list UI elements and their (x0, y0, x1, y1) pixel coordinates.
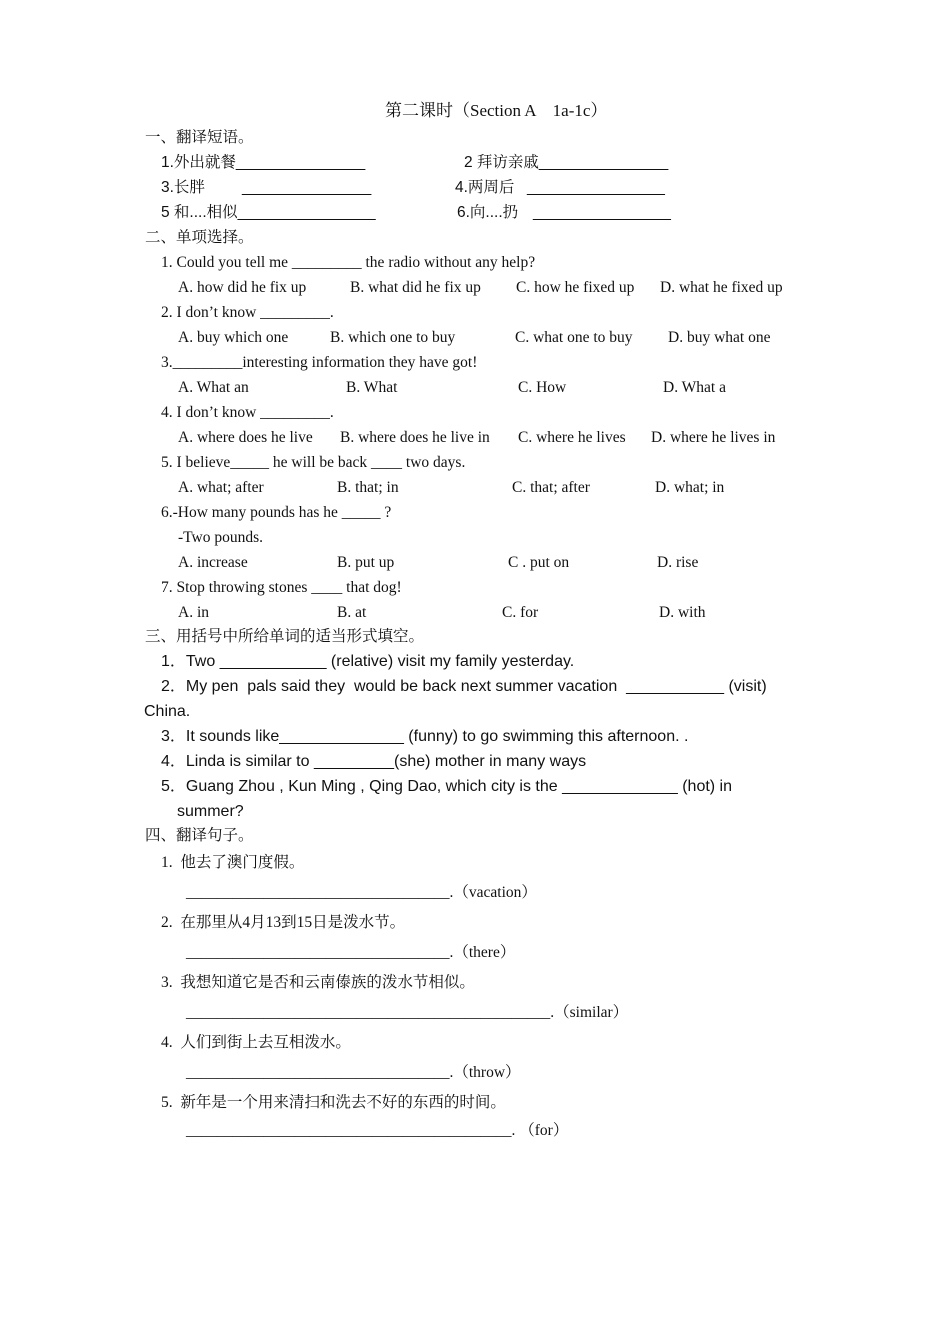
section-heading-3: 三、用括号中所给单词的适当形式填空。 (145, 628, 425, 645)
section-heading-1: 一、翻译短语。 (145, 129, 254, 146)
question-3-option-d: D. What a (663, 379, 726, 396)
question-5-option-b: B. that; in (337, 479, 399, 496)
section-heading-2: 二、单项选择。 (145, 229, 254, 246)
phrase-4: 4.两周后 (455, 179, 515, 196)
fill-item-5-cont: summer? (177, 803, 244, 820)
question-3-option-b: B. What (346, 379, 398, 396)
question-2-option-a: A. buy which one (178, 329, 289, 346)
fill-item-2: 2．My pen pals said they would be back next summer vacation ___________ (visit) (161, 678, 767, 695)
question-6-option-b: B. put up (337, 554, 395, 571)
question-6-option-c: C . put on (508, 554, 570, 571)
question-4-option-d: D. where he lives in (651, 429, 776, 446)
phrase-3: 3.长胖 (161, 179, 205, 196)
question-5-option-a: A. what; after (178, 479, 264, 496)
question-3-option-c: C. How (518, 379, 567, 396)
question-2-option-c: C. what one to buy (515, 329, 633, 346)
phrase-2: 2 拜访亲戚_______________ (464, 154, 669, 171)
translate-answer-2: __________________________________.（there） (186, 944, 516, 961)
question-5-stem: 5. I believe_____ he will be back ____ two days. (161, 454, 466, 471)
question-4-stem: 4. I don’t know _________. (161, 404, 334, 421)
question-5-option-c: C. that; after (512, 479, 590, 496)
question-7-stem: 7. Stop throwing stones ____ that dog! (161, 579, 402, 596)
fill-item-4: 4．Linda is similar to _________(she) mother in many ways (161, 753, 587, 770)
fill-item-2-cont: China. (144, 703, 191, 720)
section-heading-4: 四、翻译句子。 (145, 827, 254, 844)
phrase-6-blank: ________________ (533, 204, 671, 221)
question-2-option-d: D. buy what one (668, 329, 771, 346)
question-4-option-b: B. where does he live in (340, 429, 490, 446)
page-title: 第二课时（Section A 1a-1c） (385, 101, 608, 120)
question-6-option-a: A. increase (178, 554, 248, 571)
question-2-stem: 2. I don’t know _________. (161, 304, 334, 321)
question-1-option-d: D. what he fixed up (660, 279, 783, 296)
question-6-stem-answer: -Two pounds. (178, 529, 264, 546)
translate-item-5: 5. 新年是一个用来清扫和洗去不好的东西的时间。 (161, 1094, 506, 1111)
phrase-4-blank: ________________ (527, 179, 665, 196)
question-5-option-d: D. what; in (655, 479, 725, 496)
translate-answer-4: __________________________________.（throw） (186, 1064, 521, 1081)
translate-item-3: 3. 我想知道它是否和云南傣族的泼水节相似。 (161, 974, 475, 991)
question-3-option-a: A. What an (178, 379, 249, 396)
question-1-option-c: C. how he fixed up (516, 279, 635, 296)
translate-item-2: 2. 在那里从4月13到15日是泼水节。 (161, 914, 406, 931)
phrase-5: 5 和....相似________________ (161, 204, 376, 221)
translate-answer-3: _______________________________________________.（similar） (186, 1004, 629, 1021)
translate-answer-1: __________________________________.（vacation） (186, 884, 537, 901)
question-1-option-a: A. how did he fix up (178, 279, 307, 296)
fill-item-1: 1．Two ____________ (relative) visit my family yesterday. (161, 653, 575, 670)
phrase-3-blank: _______________ (242, 179, 372, 196)
question-6-stem: 6.-How many pounds has he _____ ? (161, 504, 392, 521)
question-4-option-a: A. where does he live (178, 429, 313, 446)
translate-item-4: 4. 人们到街上去互相泼水。 (161, 1034, 351, 1051)
question-6-option-d: D. rise (657, 554, 699, 571)
fill-item-5: 5．Guang Zhou , Kun Ming , Qing Dao, which city is the _____________ (hot) in (161, 778, 733, 795)
phrase-6: 6.向....扔 (457, 204, 519, 221)
question-2-option-b: B. which one to buy (330, 329, 456, 346)
phrase-1: 1.外出就餐_______________ (161, 154, 366, 171)
translate-item-1: 1. 他去了澳门度假。 (161, 854, 305, 871)
question-7-option-d: D. with (659, 604, 706, 621)
question-3-stem: 3._________interesting information they have got! (161, 354, 478, 371)
question-7-option-a: A. in (178, 604, 209, 621)
question-1-option-b: B. what did he fix up (350, 279, 481, 296)
question-7-option-c: C. for (502, 604, 539, 621)
fill-item-3: 3．It sounds like______________ (funny) to go swimming this afternoon. . (161, 728, 689, 745)
question-7-option-b: B. at (337, 604, 367, 621)
question-4-option-c: C. where he lives (518, 429, 626, 446)
question-1-stem: 1. Could you tell me _________ the radio without any help? (161, 254, 536, 271)
translate-answer-5: __________________________________________. （for） (186, 1122, 569, 1139)
